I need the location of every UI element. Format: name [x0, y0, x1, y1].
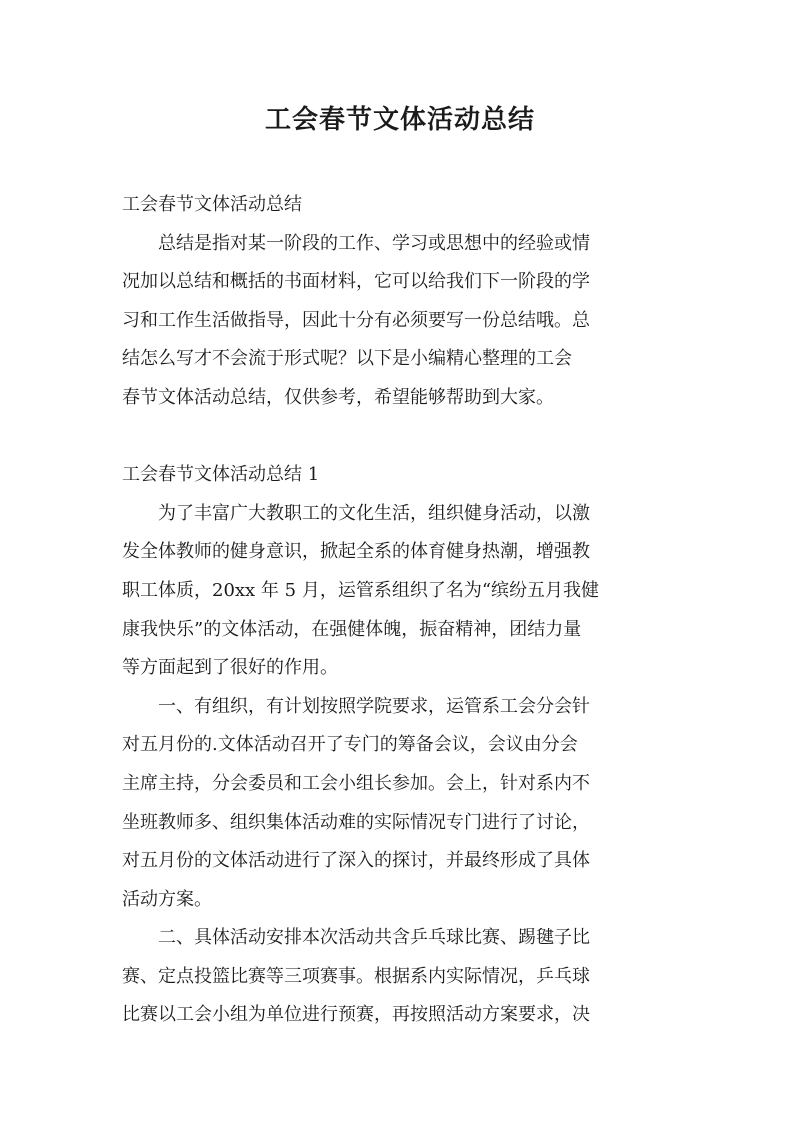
paragraph-line: 对五月份的文体活动进行了深入的探讨，并最终形成了具体: [122, 850, 590, 872]
paragraph-line: 活动方案。: [122, 888, 212, 910]
section-paragraph-1: [122, 495, 684, 688]
paragraph-line: 二、具体活动安排本次活动共含乒乓球比赛、踢毽子比: [158, 927, 590, 949]
paragraph-line: 赛、定点投篮比赛等三项赛事。根据系内实际情况，乒乓球: [122, 965, 590, 987]
paragraph-line: 况加以总结和概括的书面材料，它可以给我们下一阶段的学: [122, 271, 590, 293]
paragraph-line: 发全体教师的健身意识，掀起全系的体育健身热潮，增强教: [122, 541, 590, 563]
paragraph-spacer: [122, 418, 684, 457]
section-paragraph-3: [122, 919, 684, 1035]
paragraph-line: 结怎么写才不会流于形式呢？以下是小编精心整理的工会: [122, 348, 572, 370]
paragraph-line: 一、有组织，有计划按照学院要求，运管系工会分会针: [158, 695, 590, 717]
paragraph-line: 职工体质，20xx 年 5 月，运管系组织了名为“缤纷五月我健: [122, 579, 600, 601]
paragraph-line: 总结是指对某一阶段的工作、学习或思想中的经验或情: [158, 232, 590, 254]
paragraph-line: 坐班教师多、组织集体活动难的实际情况专门进行了讨论，: [122, 811, 590, 833]
intro-paragraph: [122, 225, 684, 418]
paragraph-line: 康我快乐”的文体活动，在强健体魄，振奋精神，团结力量: [122, 618, 582, 640]
section-heading: 工会春节文体活动总结 1: [122, 464, 320, 486]
paragraph-line: 主席主持，分会委员和工会小组长参加。会上，针对系内不: [122, 772, 590, 794]
paragraph-line: 对五月份的.文体活动召开了专门的筹备会议，会议由分会: [122, 734, 578, 756]
document-body: [122, 186, 684, 1035]
paragraph-line: 等方面起到了很好的作用。: [122, 657, 338, 679]
paragraph-line: 比赛以工会小组为单位进行预赛，再按照活动方案要求，决: [122, 1004, 590, 1026]
section-paragraph-2: [122, 688, 684, 920]
paragraph-line: 春节文体活动总结，仅供参考，希望能够帮助到大家。: [122, 386, 554, 408]
intro-heading: 工会春节文体活动总结: [122, 194, 302, 215]
paragraph-line: 为了丰富广大教职工的文化生活，组织健身活动，以激: [158, 502, 590, 524]
paragraph-line: 习和工作生活做指导，因此十分有必须要写一份总结哦。总: [122, 309, 590, 331]
document-title: 工会春节文体活动总结: [264, 105, 535, 135]
